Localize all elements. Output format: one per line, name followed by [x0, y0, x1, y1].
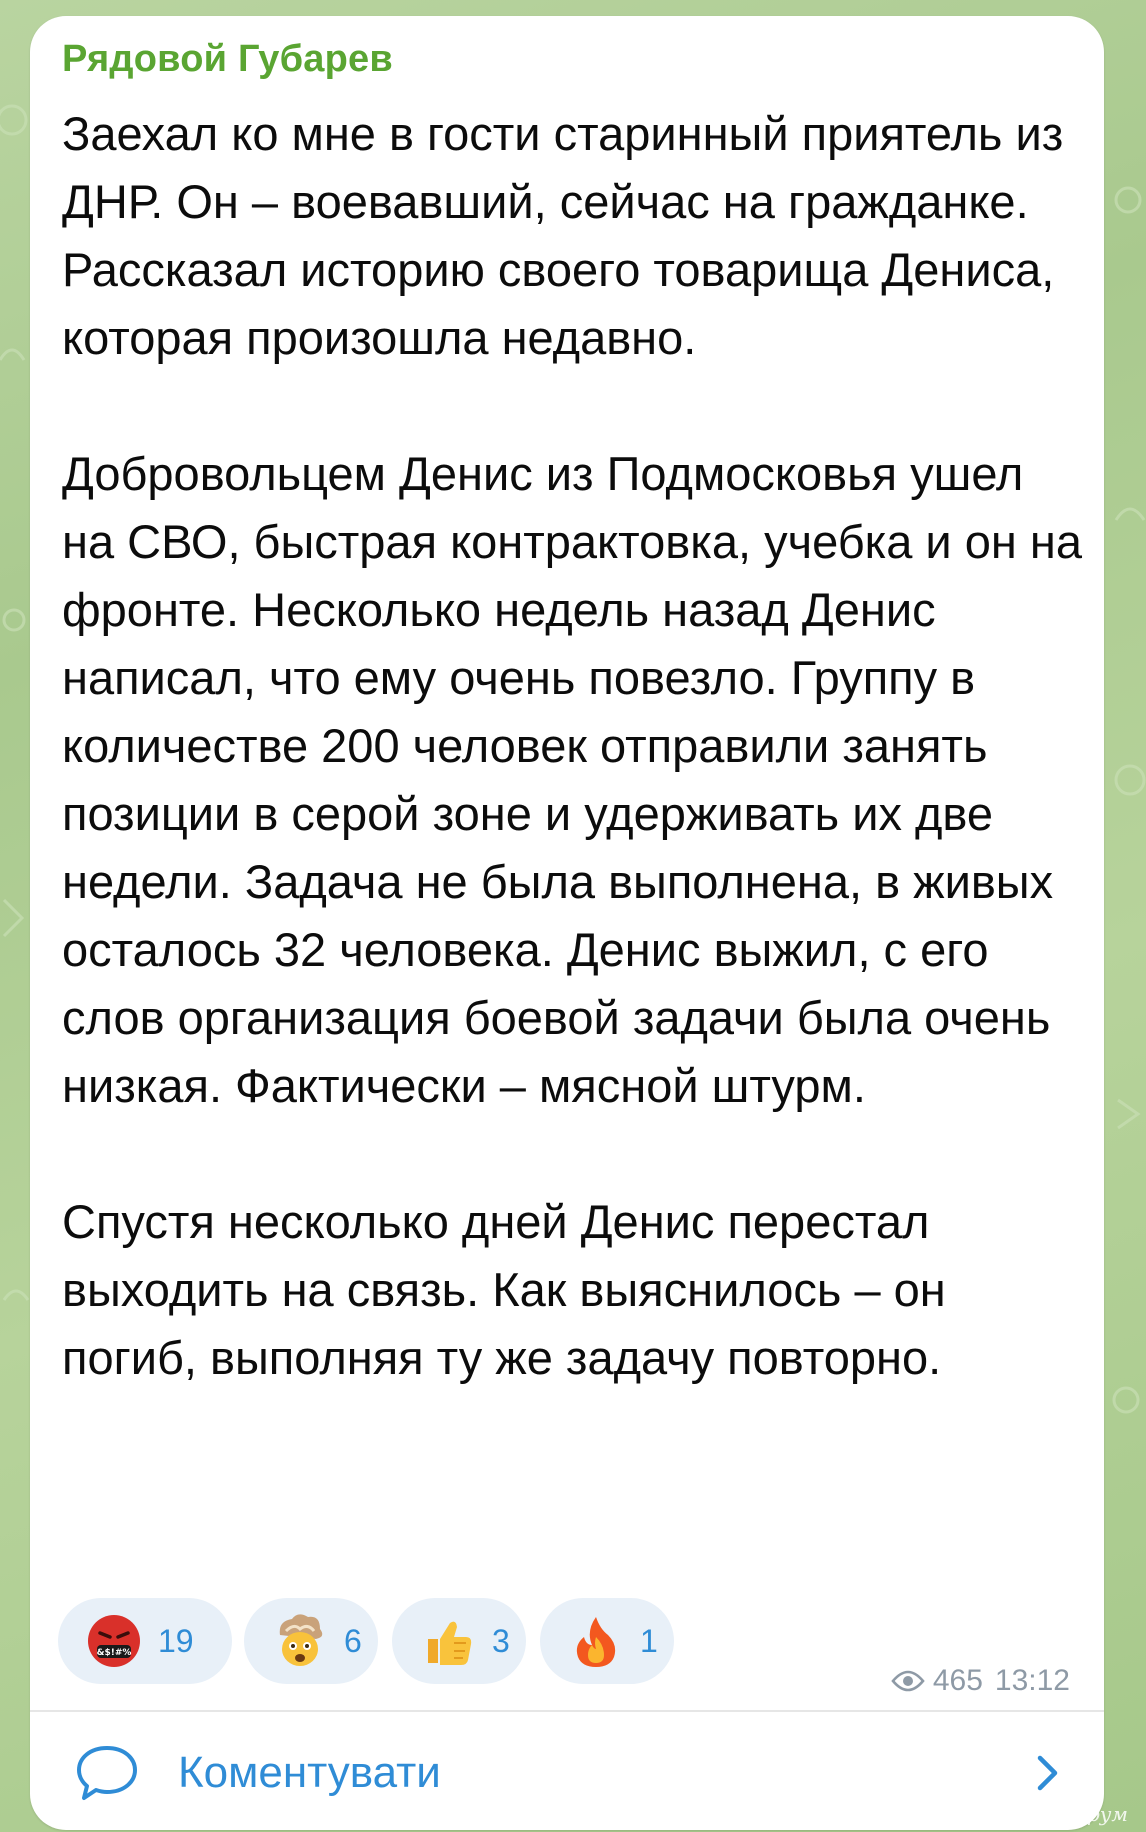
angry-face-icon [86, 1613, 142, 1669]
comment-label: Коментувати [178, 1748, 441, 1797]
reaction-count: 6 [344, 1622, 362, 1659]
reaction-count: 3 [492, 1622, 510, 1659]
exploding-head-icon [272, 1613, 328, 1669]
message-paragraph: Заехал ко мне в гости старинный приятель из ДНР. Он – воевавший, сейчас на гражданке. Рассказал историю своего товарища Дениса, которая произошла недавно. [62, 107, 1064, 364]
reaction-thumbs-up[interactable] [392, 1598, 526, 1684]
chevron-right-icon [1036, 1754, 1060, 1792]
message-meta [891, 1664, 1070, 1698]
comment-bubble-icon [74, 1742, 140, 1804]
svg-text:&$!#%: &$!#% [96, 1648, 132, 1658]
reaction-exploding-head[interactable] [244, 1598, 378, 1684]
watermark: Харків Форум [983, 1802, 1128, 1826]
reaction-count: 19 [158, 1622, 194, 1659]
thumbs-up-icon [420, 1613, 476, 1669]
message-time: 13:12 [994, 1664, 1070, 1697]
message-paragraph: Добровольцем Денис из Подмосковья ушел на СВО, быстрая контрактовка, учебка и он на фронте. Несколько недель назад Денис написал, что ему очень повезло. Группу в количестве 200 человек отправили занять позиции в серой зоне и удерживать их две недели. Задача не была выполнена, в живых осталось 32 человека. Денис выжил, с его слов организация боевой задачи была очень низкая. Фактически – мясной штурм. [62, 447, 1082, 1112]
reaction-count: 1 [640, 1622, 658, 1659]
reaction-angry[interactable] [58, 1598, 232, 1684]
fire-icon [568, 1613, 624, 1669]
message-bubble [30, 16, 1104, 1830]
message-text [62, 100, 1082, 1392]
channel-author-name[interactable]: Рядовой Губарев [62, 38, 393, 80]
view-count: 465 [932, 1664, 983, 1697]
reaction-fire[interactable] [540, 1598, 674, 1684]
views-eye-icon [891, 1670, 925, 1692]
comments-button[interactable] [30, 1712, 1104, 1830]
message-paragraph: Спустя несколько дней Денис перестал выходить на связь. Как выяснилось – он погиб, выполняя ту же задачу повторно. [62, 1195, 946, 1384]
